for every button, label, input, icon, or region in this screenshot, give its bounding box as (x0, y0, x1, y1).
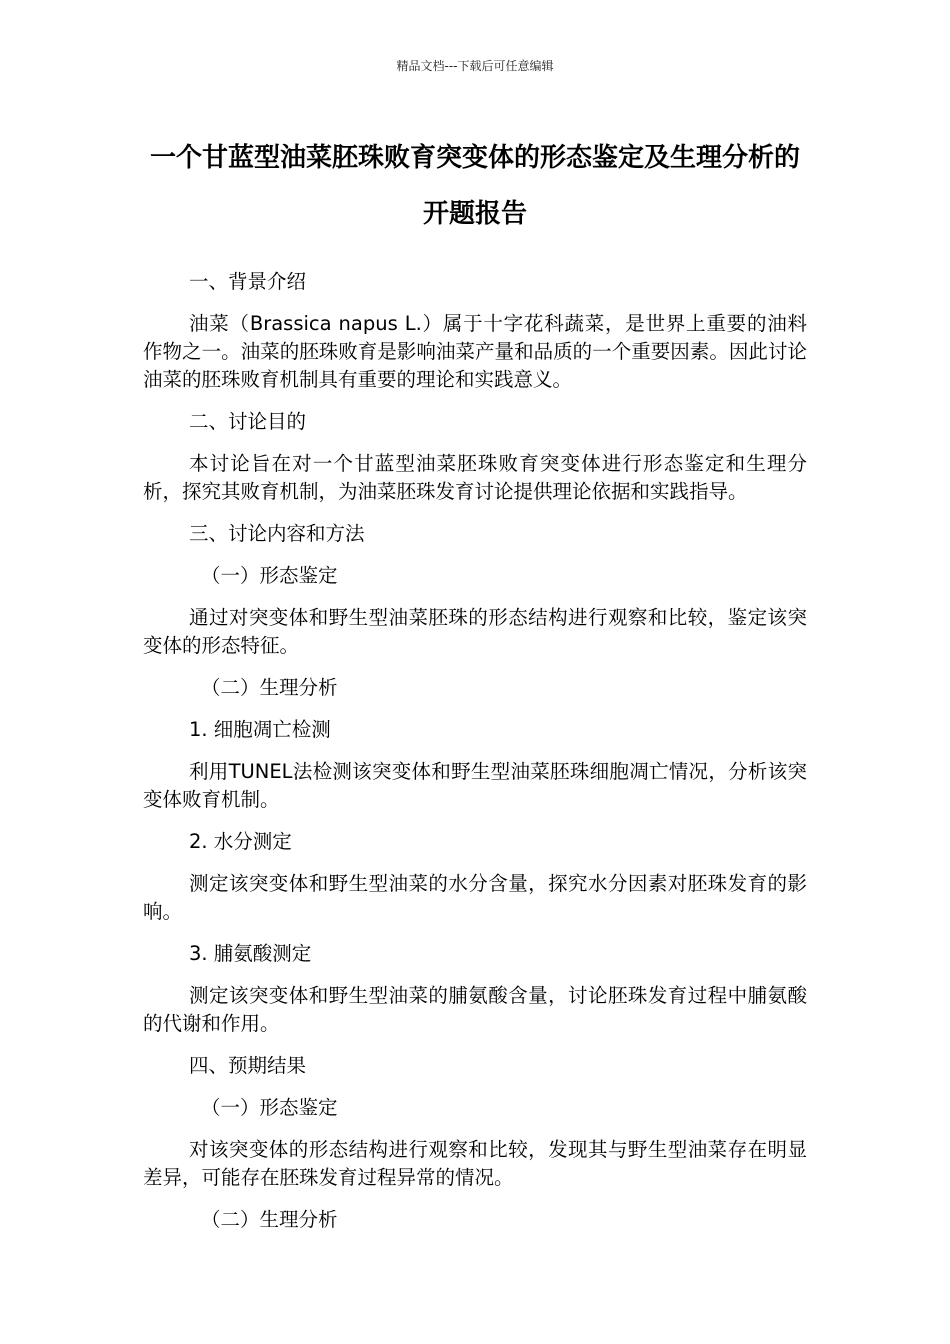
section-heading-expected-results: 四、预期结果 (189, 1054, 307, 1077)
subheading-physiology: （二）生理分析 (201, 676, 338, 699)
section-heading-purpose: 二、讨论目的 (189, 410, 307, 433)
section-heading-background: 一、背景介绍 (189, 270, 307, 293)
paragraph-proline: 测定该突变体和野生型油菜的脯氨酸含量，讨论胚珠发育过程中脯氨酸的代谢和作用。 (143, 984, 807, 1035)
section-heading-content-methods: 三、讨论内容和方法 (189, 522, 365, 545)
document-title: 一个甘蓝型油菜胚珠败育突变体的形态鉴定及生理分析的开题报告 (149, 143, 800, 229)
paragraph-morphology-results: 对该突变体的形态结构进行观察和比较，发现其与野生型油菜存在明显差异，可能存在胚珠发育过程异常的情况。 (143, 1138, 807, 1189)
paragraph-apoptosis: 利用TUNEL法检测该突变体和野生型油菜胚珠细胞凋亡情况，分析该突变体败育机制。 (143, 760, 807, 811)
subheading-morphology-results: （一）形态鉴定 (201, 1096, 338, 1119)
paragraph-morphology: 通过对突变体和野生型油菜胚珠的形态结构进行观察和比较，鉴定该突变体的形态特征。 (143, 606, 807, 657)
subheading-morphology: （一）形态鉴定 (201, 564, 338, 587)
subheading-physiology-results: （二）生理分析 (201, 1208, 338, 1231)
item-heading-water: 2. 水分测定 (189, 830, 292, 853)
document-body (143, 268, 807, 1248)
paragraph-water: 测定该突变体和野生型油菜的水分含量，探究水分因素对胚珠发育的影响。 (143, 872, 807, 923)
item-heading-apoptosis: 1. 细胞凋亡检测 (189, 718, 331, 741)
paragraph-purpose: 本讨论旨在对一个甘蓝型油菜胚珠败育突变体进行形态鉴定和生理分析，探究其败育机制，为油菜胚珠发育讨论提供理论依据和实践指导。 (143, 452, 807, 503)
header-note: 精品文档---下载后可任意编辑 (396, 59, 554, 73)
paragraph-background: 油菜（Brassica napus L.）属于十字花科蔬菜，是世界上重要的油料作物之一。油菜的胚珠败育是影响油菜产量和品质的一个重要因素。因此讨论油菜的胚珠败育机制具有重要的理论和实践意义。 (143, 312, 807, 391)
item-heading-proline: 3. 脯氨酸测定 (189, 942, 312, 965)
